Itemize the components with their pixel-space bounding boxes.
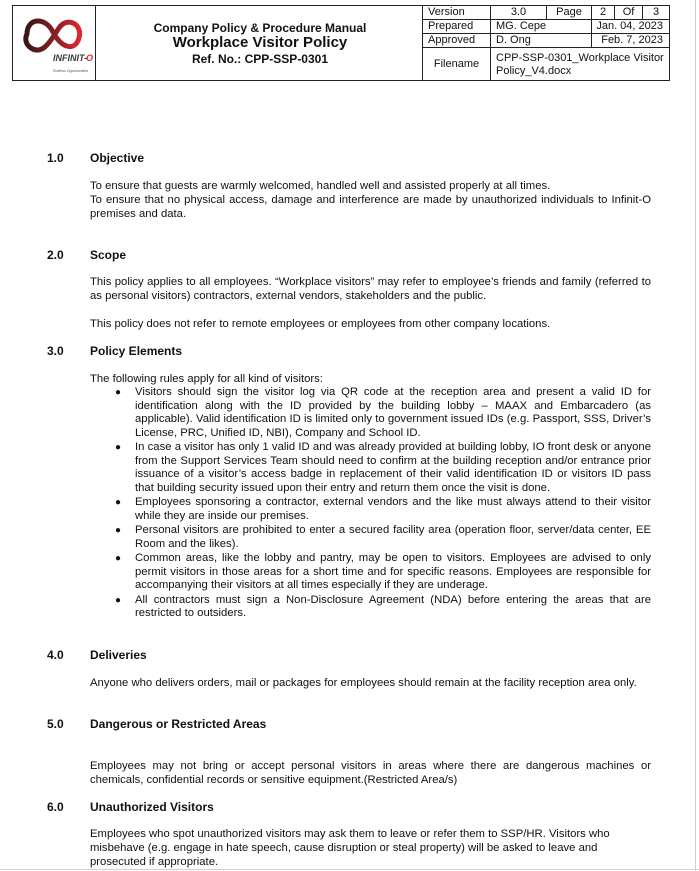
section-title: Scope (90, 248, 127, 262)
manual-title: Company Policy & Procedure Manual (153, 21, 367, 35)
approved-date: Feb. 7, 2023 (601, 34, 663, 46)
page-label: Page (556, 6, 582, 18)
section-title: Unauthorized Visitors (90, 800, 214, 814)
section-paragraph: Employees who spot unauthorized visitors may ask them to leave or refer them to SSP/HR. Visitors who misbehave (e.g. engage in hate speech, cause disruption or steal property) will be asked to leave and prosecuted if appropriate. (90, 828, 610, 868)
version-value: 3.0 (510, 6, 527, 18)
policy-bullet-list (90, 386, 651, 622)
filename-line-2: Policy_V4.docx (496, 65, 572, 77)
section-paragraph: Anyone who delivers orders, mail or packages for employees should remain at the facility reception area only. (90, 677, 637, 689)
approved-by: D. Ong (496, 34, 531, 46)
svg-text:Endless Opportunities: Endless Opportunities (53, 69, 89, 73)
prepared-label: Prepared (428, 20, 474, 32)
section-paragraph: This policy applies to all employees. “Workplace visitors” may refer to employee’s friends and family (referred to as personal visitors) contractors, external vendors, stakeholders and the public. (90, 276, 651, 302)
bullet-icon: ● (115, 442, 122, 453)
bullet-icon: ● (115, 525, 122, 536)
page-edge-right (695, 0, 696, 871)
list-item: ● Personal visitors are prohibited to enter a secured facility area (operation floor, server/data center, EE Room and the likes). (115, 524, 651, 550)
svg-text:INFINIT-: INFINIT- (53, 53, 87, 63)
bullet-icon: ● (115, 497, 122, 508)
list-item: ● All contractors must sign a Non-Disclosure Agreement (NDA) before entering the areas that are restricted to outsiders. (115, 593, 651, 619)
page-current: 2 (599, 6, 607, 18)
document-title-block (97, 6, 423, 80)
policy-title: Workplace Visitor Policy (172, 34, 348, 51)
reference-number: Ref. No.: CPP-SSP-0301 (191, 52, 329, 66)
section-number: 6.0 (47, 800, 64, 814)
section-number: 2.0 (47, 248, 64, 262)
list-item: ● Employees sponsoring a contractor, external vendors and the like must always attend to their visitor while they are inside our premises. (115, 496, 651, 522)
filename-label: Filename (433, 58, 480, 70)
section-paragraph: To ensure that no physical access, damage and interference are made by unauthorized individuals to Infinit-O premises and data. (90, 194, 651, 220)
of-label: Of (622, 6, 635, 18)
section-paragraph: To ensure that guests are warmly welcomed, handled well and assisted properly at all times. (90, 180, 551, 192)
prepared-by: MG. Cepe (496, 20, 547, 32)
bullet-icon: ● (115, 387, 122, 398)
section-title: Dangerous or Restricted Areas (90, 717, 267, 731)
page-total: 3 (652, 6, 660, 18)
list-item: ● Common areas, like the lobby and pantry, may be open to visitors. Employees are advised to only permit visitors in those areas for a short time and for specific reasons. Employees are responsible for accompanying their visitors at all times especially if they are underage. (115, 552, 651, 591)
bullet-icon: ● (115, 594, 122, 606)
svg-text:O: O (86, 53, 94, 63)
filename-value (491, 52, 669, 78)
company-logo (13, 6, 96, 80)
approved-label: Approved (428, 34, 476, 46)
section-title: Objective (90, 151, 145, 165)
page-edge-bottom (0, 869, 699, 870)
section-intro: The following rules apply for all kind of visitors: (90, 373, 323, 385)
section-paragraph: This policy does not refer to remote employees or employees from other company locations. (90, 318, 551, 330)
section-number: 3.0 (47, 344, 64, 358)
list-item: ● In case a visitor has only 1 valid ID and was already provided at building lobby, IO front desk or anyone from the Support Services Team should need to confirm at the building reception and/or entrance prior issuance of a visitor’s access badge in replacement of their valid identification ID or visitors ID pass that building security issued upon their entry and return them once the visit is done. (115, 441, 651, 494)
document-header-table (12, 5, 670, 81)
list-item: ● Visitors should sign the visitor log via QR code at the reception area and present a valid ID for identification along with the ID provided by the building lobby – MAAX and Embarcadero (as applicable). Valid identification ID is limited only to government issued IDs (e.g. Passport, SSS, Driver’s License, PRC, Unified ID, NBI), Company and School ID. (115, 386, 651, 439)
section-number: 1.0 (47, 151, 64, 165)
version-label: Version (428, 6, 465, 18)
section-number: 4.0 (47, 648, 64, 662)
section-paragraph: Employees may not bring or accept personal visitors in areas where there are dangerous machines or chemicals, confidential records or sensitive equipment.(Restricted Area/s) (90, 760, 651, 786)
infinit-o-logo-icon (13, 6, 96, 80)
prepared-date: Jan. 04, 2023 (596, 20, 663, 32)
section-title: Deliveries (90, 648, 147, 662)
section-title: Policy Elements (90, 344, 183, 358)
bullet-icon: ● (115, 553, 122, 564)
filename-line-1: CPP-SSP-0301_Workplace Visitor (496, 52, 664, 64)
section-number: 5.0 (47, 717, 64, 731)
